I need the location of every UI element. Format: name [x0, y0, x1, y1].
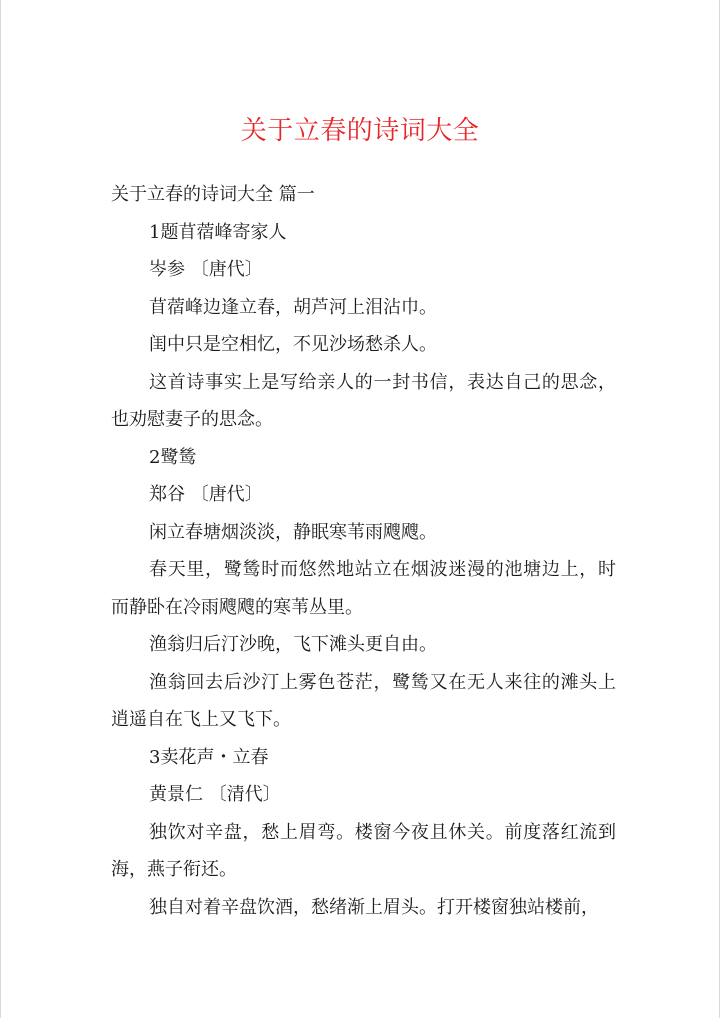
poem-line: 苜蓿峰边逢立春，胡芦河上泪沾巾。: [149, 296, 437, 318]
poem-explanation: 这首诗事实上是写给亲人的一封书信，表达自己的思念，也劝慰妻子的思念。: [111, 371, 616, 430]
poem-line: 渔翁归后汀沙晚，飞下滩头更自由。: [149, 634, 437, 655]
document-title: 关于立春的诗词大全: [240, 116, 480, 146]
poem-explanation: 渔翁回去后沙汀上雾色苍茫，鹭鸶又在无人来往的滩头上逍遥自在飞上又飞下。: [111, 671, 616, 730]
poem-title: 2鹭鸶: [149, 446, 197, 468]
poem-line: 闲立春塘烟淡淡，静眠寒苇雨飕飕。: [149, 521, 437, 543]
poem-explanation: 春天里，鹭鸶时而悠然地站立在烟波迷漫的池塘边上，时而静卧在冷雨飕飕的寒苇丛里。: [111, 559, 616, 618]
poem-explanation: 独自对着辛盘饮酒，愁绪渐上眉头。打开楼窗独站楼前，: [149, 896, 599, 918]
poem-title: 3卖花声・立春: [149, 746, 269, 768]
poem-author: 黄景仁 〔清代〕: [149, 784, 281, 805]
document-body: [111, 176, 616, 926]
poem-line: 独饮对辛盘，愁上眉弯。楼窗今夜且休关。前度落红流到海，燕子衔还。: [111, 821, 616, 880]
section-heading: 关于立春的诗词大全 篇一: [111, 184, 315, 205]
poem-title: 1题苜蓿峰寄家人: [149, 221, 287, 243]
poem-line: 闺中只是空相忆，不见沙场愁杀人。: [149, 334, 437, 355]
poem-author: 郑谷 〔唐代〕: [149, 484, 263, 505]
poem-author: 岑参 〔唐代〕: [149, 259, 263, 280]
